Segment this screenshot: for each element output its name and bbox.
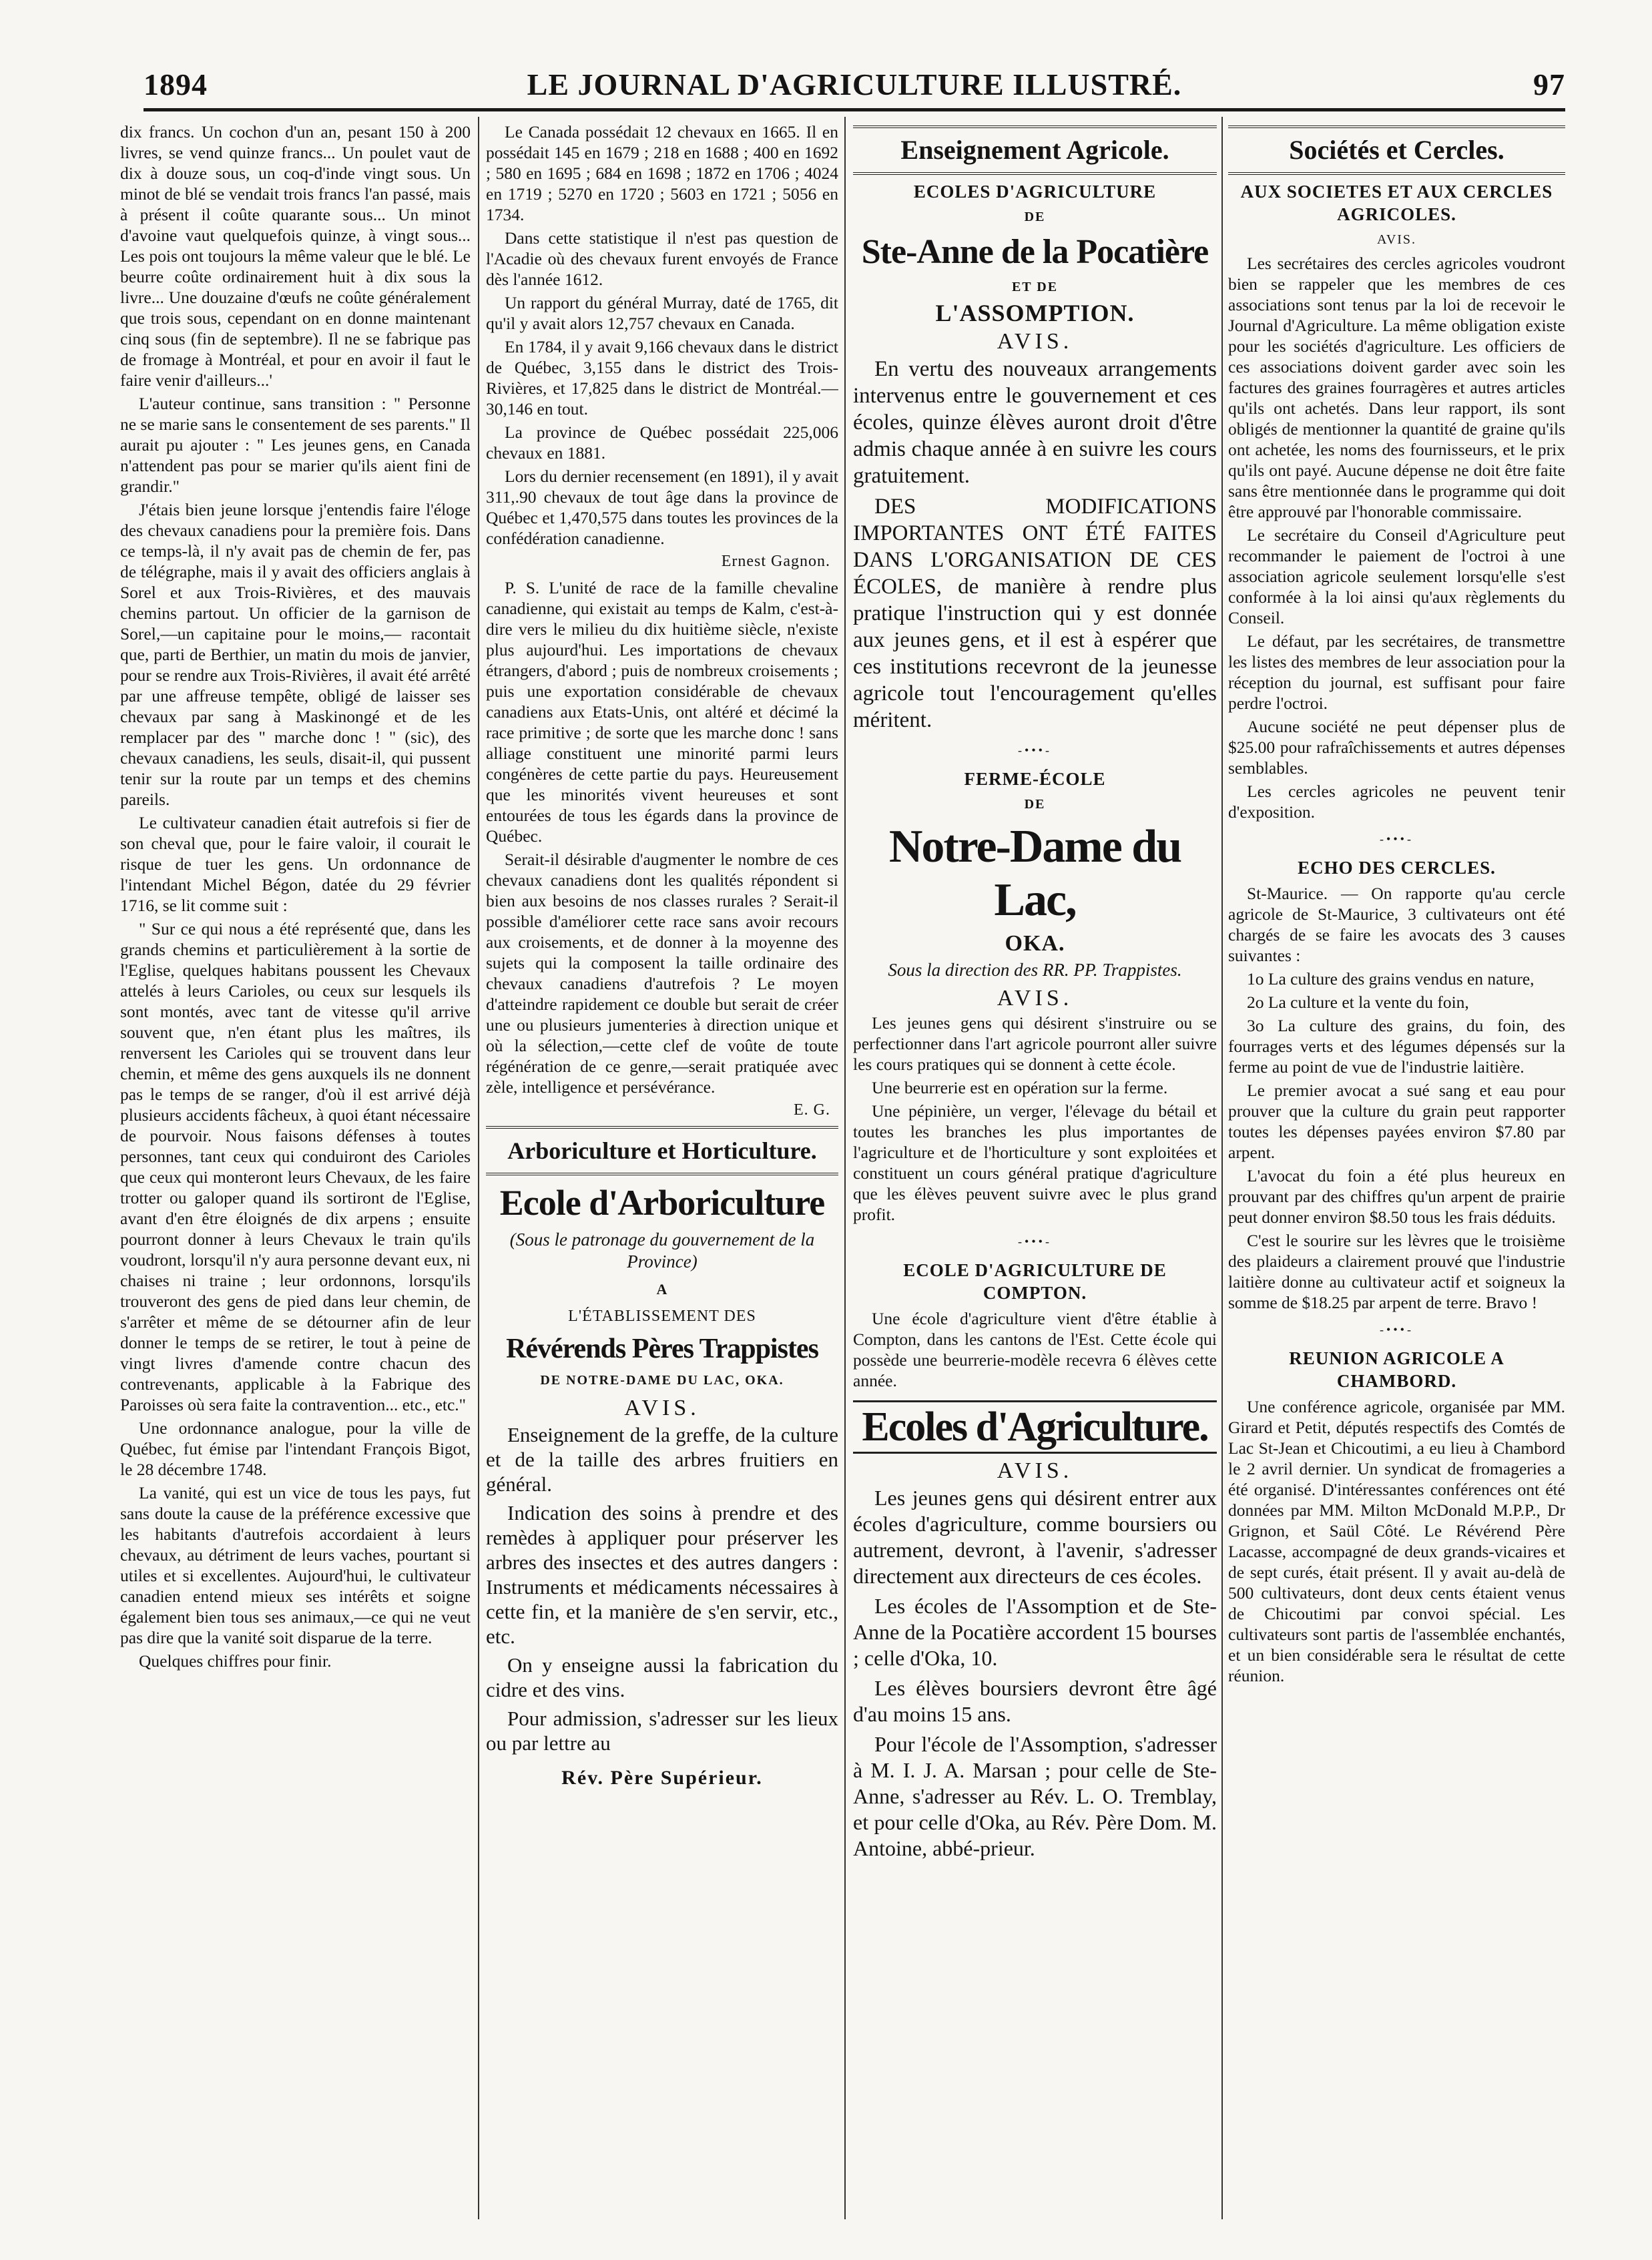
avis-label: AVIS. — [1376, 232, 1417, 247]
header-title: LE JOURNAL D'AGRICULTURE ILLUSTRÉ. — [527, 67, 1182, 101]
paragraph: Serait-il désirable d'augmenter le nombre de ces chevaux canadiens dont les qualités répondent si bien aux besoins de nos classes rurales ? Serait-il possible d'améliorer cette race sans avoir recours aux croisements, et de donner à la moyenne des sujets qui la composent la taille ordinaire des chevaux canadiens d'autrefois ? Le moyen d'atteindre rapidement ce double but serait de créer une ou plusieurs jumenteries à direction unique et où la sélection,—cette clef de voûte de toute régénération de ce genre,—serait pratiquée avec zèle, intelligence et persévérance. — [486, 850, 838, 1097]
page-header — [144, 65, 1565, 107]
rev-pere-superieur: Rév. Père Supérieur. — [561, 1767, 763, 1789]
direction-line: Sous la direction des RR. PP. Trappistes. — [888, 960, 1182, 980]
paragraph: Une pépinière, un verger, l'élevage du bétail et toutes les branches les plus importantes de l'agriculture et de l'horticulture y sont exploitées et constituent un cours général pratique d'agriculture que les élèves peuvent suivre avec le plus grand profit. — [853, 1101, 1217, 1224]
paragraph: En vertu des nouveaux arrangements intervenus entre le gouvernement et ces écoles, quinze élèves auront droit d'être admis chaque année à en suivre les cours gratuitement. — [853, 357, 1217, 488]
section-heading-enseignement: Enseignement Agricole. — [853, 125, 1217, 175]
column-3 — [853, 121, 1217, 2231]
paragraph: Une beurrerie est en opération sur la ferme. — [872, 1078, 1168, 1097]
paragraph: Le défaut, par les secrétaires, de transmettre les listes des membres de leur association pour la réception du journal, est suffisant pour faire perdre l'octroi. — [1228, 631, 1565, 713]
column-separator — [844, 117, 846, 2219]
divider: -•••- — [1380, 1323, 1414, 1336]
paragraph: Indication des soins à prendre et des remèdes à appliquer pour préserver les arbres des insectes et des autres dangers : Instruments et médicaments nécessaires à cette fin, et la manière de s'en servir, etc., etc. — [486, 1501, 838, 1648]
echo-cercles-heading: ECHO DES CERCLES. — [1298, 858, 1496, 878]
paragraph: Aucune société ne peut dépenser plus de $25.00 pour rafraîchissements et autres dépenses semblables. — [1228, 717, 1565, 778]
paragraph: Les secrétaires des cercles agricoles voudront bien se rappeler que les membres de ces associations sont tenus par la loi de recevoir le Journal d'Agriculture. La même obligation existe pour les sociétés d'agriculture. Les officiers de ces associations doivent garder avec soin les factures des graines fourragères et autres articles qu'ils ont achetés. Dans leur rapport, ils sont obligés de mentionner la quantité de graine qu'ils ont achetée, les noms des fournisseurs, et le prix qu'ils ont payé. Aucune dépense ne doit être faite sans être mentionnée dans le programme qui doit être approuvé par l'honorable commissaire. — [1228, 254, 1565, 521]
paragraph: 3o La culture des grains, du foin, des fourrages verts et des légumes dépensés sur la ferme au point de vue de l'industrie laitière. — [1228, 1016, 1565, 1077]
ecoles-agriculture-title: Ecoles d'Agriculture. — [853, 1400, 1217, 1454]
paragraph: Une école d'agriculture vient d'être établie à Compton, dans les cantons de l'Est. Cette école qui possède une beurrerie-modèle recevra 6 élèves cette année. — [853, 1309, 1217, 1390]
paragraph: Lors du dernier recensement (en 1891), il y avait 311,.90 chevaux de tout âge dans la province de Québec et 1,470,575 dans toutes les provinces de la confédération canadienne. — [486, 467, 838, 548]
paragraph: dix francs. Un cochon d'un an, pesant 150 à 200 livres, se vend quinze francs... Un poulet vaut de dix à douze sous, un coq-d'inde vingt sous. Un minot de blé se vendait trois francs l'an passé, mais à présent il coûte quarante sous... Un minot d'avoine vaut quelquefois quinze, à vingt sous... Les pois ont toujours la même valeur que le blé. Le beurre coûte ordinairement huit à dix sous la livre... Une douzaine d'œufs ne coûte généralement que trois sous, cependant on en donne maintenant cinq sous (fin de septembre). Il ne se fabrique pas de fromage à Montréal, et pour en avoir il faut le faire venir d'ailleurs...' — [120, 122, 471, 390]
column-4 — [1228, 121, 1565, 2231]
paragraph: Le Canada possédait 12 chevaux en 1665. Il en possédait 145 en 1679 ; 218 en 1688 ; 400 en 1692 ; 580 en 1695 ; 684 en 1698 ; 1872 en 1706 ; 4024 en 1719 ; 5270 en 1720 ; 5603 en 1721 ; 5056 en 1734. — [486, 122, 838, 224]
column-separator — [478, 117, 479, 2219]
avis-heading: AVIS. — [997, 329, 1073, 354]
paragraph: C'est le sourire sur les lèvres que le troisième des plaideurs a clairement prouvé que l'industrie laitière donne au cultivateur actif et soigneux la somme de $18.25 par arpent de terre. Bravo ! — [1228, 1231, 1565, 1312]
enseignement-body — [853, 356, 1217, 734]
paragraph: La province de Québec possédait 225,006 chevaux en 1881. — [486, 422, 838, 463]
divider: -•••- — [1018, 744, 1052, 757]
avis-heading: AVIS. — [997, 986, 1073, 1011]
paragraph: Le premier avocat a sué sang et eau pour prouver que la culture du grain peut rapporter toutes les dépenses payées environ $7.80 par arpent. — [1228, 1081, 1565, 1162]
paragraph: 1o La culture des grains vendus en nature, — [1247, 969, 1535, 988]
paragraph: " Sur ce qui nous a été représenté que, dans les grands chemins et particulièrement à la sortie de l'Eglise, quelques habitans poussent les Chevaux attelés à leurs Carioles, ou ceux sur lesquels ils sont montés, avec tant de vitesse qu'il arrive souvent que, n'en étant plus les maîtres, ils renversent les Carioles qui se trouvent dans leur chemin, et même des gens auxquels ils ne donnent pas le temps de se ranger, d'où il est arrivé déjà plusieurs accidents fâcheux, à quoi étant nécessaire de pourvoir. Nous faisons défenses à toutes personnes, tant ceux qui conduiront des Carioles que ceux qui monteront leurs Chevaux, de les faire trotter ou galoper quand ils sortiront de l'Eglise, avant d'en être éloignés de dix arpens ; ensuite pourront donner à leurs Chevaux le train qu'ils voudront, lorsqu'il n'y aura personne devant eux, ni chaises ni traine ; leur ordonnons, lorsqu'ils trouveront des gens de pied dans leur chemin, de s'arrêter et même de se détourner afin de leur donner le temps de se retirer, le tout à peine de vingt livres d'amende contre chacun des contrevenants, applicable à la Fabrique des Paroisses où sera faite la contravention... etc., etc." — [120, 919, 471, 1414]
avis-heading: AVIS. — [624, 1396, 700, 1420]
column-1 — [120, 121, 471, 2231]
et-de-label: ET DE — [1011, 280, 1059, 294]
paragraph: L'auteur continue, sans transition : " Personne ne se marie sans le consentement de ses parents." Il aurait pu ajouter : " Les jeunes gens, en Canada n'attendent pas pour se marier qu'ils aient fini de grandir." — [120, 394, 471, 496]
divider: -•••- — [1380, 832, 1414, 846]
paragraph: 2o La culture et la vente du foin, — [1247, 993, 1469, 1012]
paragraph: Pour admission, s'adresser sur les lieux ou par lettre au — [486, 1707, 838, 1755]
paragraph: En 1784, il y avait 9,166 chevaux dans le district de Québec, 3,155 dans le district des Trois-Rivières, et 17,825 dans le district de Montréal.—30,146 en tout. — [486, 337, 838, 418]
ecoles-body — [853, 1485, 1217, 1862]
paragraph: Une conférence agricole, organisée par MM. Girard et Petit, députés respectifs des Comtés de Lac St-Jean et Chicoutimi, a eu lieu à Chambord le 2 avril dernier. Un syndicat de fromageries a été organisé. D'intéressantes conférences ont été données par MM. Milton McDonald M.P.P., Dr Grignon, et Saül Côté. Le Révérend Père Lacasse, accompagné de deux grands-vicaires et de sept curés, était présent. Il y avait au-delà de 500 cultivateurs, dont deux cents étaient venus de Chicoutimi par convoi spécial. Les cultivateurs sont partis de l'assemblée enchantés, et un bien considérable sera le résultat de cette réunion. — [1228, 1397, 1565, 1685]
paragraph: P. S. L'unité de race de la famille chevaline canadienne, qui existait au temps de Kalm, c'est-à-dire vers le milieu du dix huitième siècle, n'existe plus aujourd'hui. Les importations de chevaux étrangers, d'abord ; puis de nombreux croisements ; puis une exportation considérable de chevaux canadiens aux Etats-Unis, ont altéré et décimé la race primitive ; de sorte que les marche donc ! sans alliage constituent une minorité parmi leurs congénères de cette partie du pays. Heureusement que les minorités vivent heureuses et sont entourées de tous les égards dans la province de Québec. — [486, 578, 838, 846]
arbo-body — [486, 1422, 838, 1755]
ste-anne-title: Ste-Anne de la Pocatière — [861, 233, 1209, 271]
paragraph: St-Maurice. — On rapporte qu'au cercle agricole de St-Maurice, 3 cultivateurs ont été chargés de se faire les avocats des 3 causes suivantes : — [1228, 884, 1565, 965]
paragraph: Dans cette statistique il n'est pas question de l'Acadie où des chevaux furent envoyés de France dès l'année 1612. — [486, 228, 838, 289]
ferme-ecole-label: FERME-ÉCOLE — [964, 769, 1106, 789]
paragraph: Le secrétaire du Conseil d'Agriculture peut recommander le paiement de l'octroi à une association agricole seulement lorsqu'elle s'est conformée à la loi ainsi qu'aux règlements du Conseil. — [1228, 525, 1565, 627]
section-heading-arboriculture: Arboriculture et Horticulture. — [486, 1126, 838, 1175]
signature: E. G. — [794, 1101, 830, 1119]
column-2 — [486, 121, 838, 2231]
paragraph: Enseignement de la greffe, de la culture et de la taille des arbres fruitiers en général. — [486, 1423, 838, 1496]
ecole-arboriculture-title: Ecole d'Arboriculture — [499, 1183, 825, 1223]
notre-dame-title: Notre-Dame du Lac, — [888, 821, 1181, 926]
notre-dame-line: DE NOTRE-DAME DU LAC, OKA. — [540, 1373, 784, 1388]
paragraph: DES MODIFICATIONS IMPORTANTES ONT ÉTÉ FAITES DANS L'ORGANISATION DE CES ÉCOLES, de manière à rendre plus pratique l'instruction qui y est donnée aux jeunes gens, et il est à espérer que ces institutions recevront de la jeunesse agricole tout l'encouragement qu'elles méritent. — [853, 495, 1217, 732]
paragraph: J'étais bien jeune lorsque j'entendis faire l'éloge des chevaux canadiens pour la première fois. Dans ce temps-là, il n'y avait pas de chemin de fer, pas de télégraphe, mais il y avait des officiers anglais à Sorel et aux Trois-Rivières, et des mauvais chemins partout. Un officier de la garnison de Sorel,—un capitaine pour le moins,— racontait que, parti de Berthier, un matin du mois de janvier, pour se rendre aux Trois-Rivières, il avait été arrêté par une affreuse tempête, obligé de laisser ses chevaux par sang à Maskinongé et de les remplacer par des " marche donc ! " (sic), des chevaux canadiens, les seuls, disait-il, qui pussent tenir sur la route par un temps et des chemins pareils. — [120, 500, 471, 809]
avis-heading: AVIS. — [997, 1458, 1073, 1483]
paragraph: Pour l'école de l'Assomption, s'adresser à M. I. J. A. Marsan ; pour celle de Ste-Anne, s'adresser au Rév. L. O. Tremblay, et pour celle d'Oka, au Rév. Père Dom. M. Antoine, abbé-prieur. — [853, 1732, 1217, 1860]
header-year: 1894 — [144, 67, 208, 101]
etablissement-line: L'ÉTABLISSEMENT DES — [568, 1308, 756, 1325]
divider: -•••- — [1018, 1235, 1052, 1248]
paragraph: Un rapport du général Murray, daté de 1765, dit qu'il y avait alors 12,757 chevaux en Canada. — [486, 293, 838, 333]
paragraph: Les jeunes gens qui désirent entrer aux écoles d'agriculture, comme boursiers ou autrement, devront, à l'avenir, s'adresser directement aux directeurs de ces écoles. — [853, 1486, 1217, 1588]
paragraph: Quelques chiffres pour finir. — [139, 1651, 332, 1671]
paragraph: La vanité, qui est un vice de tous les pays, fut sans doute la cause de la préférence excessive que les habitants d'autrefois accordaient à leurs chevaux, au détriment de leurs vaches, pourtant si utiles et si excellentes. Aujourd'hui, le cultivateur canadien entend mieux ses intérêts et soigne également bien tous ses animaux,—ce qui ne veut pas dire que la vanité soit disparue de la terre. — [120, 1483, 471, 1647]
paragraph: Les cercles agricoles ne peuvent tenir d'exposition. — [1228, 782, 1565, 822]
paragraph: Le cultivateur canadien était autrefois si fier de son cheval que, pour le faire valoir, il courait le risque de tuer les gens. Un ordonnance de l'intendant Michel Bégon, datée du 29 février 1716, se lit comme suit : — [120, 813, 471, 915]
reunion-heading: REUNION AGRICOLE A CHAMBORD. — [1289, 1348, 1504, 1391]
column-separator — [1221, 117, 1223, 2219]
compton-heading: ECOLE D'AGRICULTURE DE COMPTON. — [903, 1260, 1167, 1303]
reverends-title: Révérends Pères Trappistes — [506, 1334, 818, 1364]
patronage-line: (Sous le patronage du gouvernement de la Province) — [509, 1229, 815, 1272]
paragraph: Une ordonnance analogue, pour la ville de Québec, fut émise par l'intendant François Bigot, le 28 décembre 1748. — [120, 1418, 471, 1479]
paragraph: Les élèves boursiers devront être âgé d'au moins 15 ans. — [853, 1676, 1217, 1726]
paragraph: Les écoles de l'Assomption et de Ste-Anne de la Pocatière accordent 15 bourses ; celle d'Oka, 10. — [853, 1594, 1217, 1670]
de-label: DE — [1024, 210, 1046, 224]
paragraph: Les jeunes gens qui désirent s'instruire ou se perfectionner dans l'art agricole pourront aller suivre les cours pratiques qui se donnent à cette école. — [853, 1013, 1217, 1074]
assomption-title: L'ASSOMPTION. — [935, 300, 1135, 326]
header-page-number: 97 — [1533, 67, 1565, 101]
header-rule — [144, 108, 1565, 111]
de-label: DE — [1024, 797, 1046, 812]
section-heading-societes: Sociétés et Cercles. — [1228, 125, 1565, 175]
ecoles-agriculture-label: ECOLES D'AGRICULTURE — [913, 182, 1157, 202]
paragraph: On y enseigne aussi la fabrication du cidre et des vins. — [486, 1653, 838, 1701]
signature: Ernest Gagnon. — [721, 553, 830, 570]
oka-label: OKA. — [1005, 931, 1065, 956]
aux-societes-heading: AUX SOCIETES ET AUX CERCLES AGRICOLES. — [1240, 182, 1553, 224]
a-line: A — [656, 1281, 668, 1298]
paragraph: L'avocat du foin a été plus heureux en prouvant par des chiffres qu'un arpent de prairie peut donner environ $8.50 tous les frais déduits. — [1228, 1166, 1565, 1227]
